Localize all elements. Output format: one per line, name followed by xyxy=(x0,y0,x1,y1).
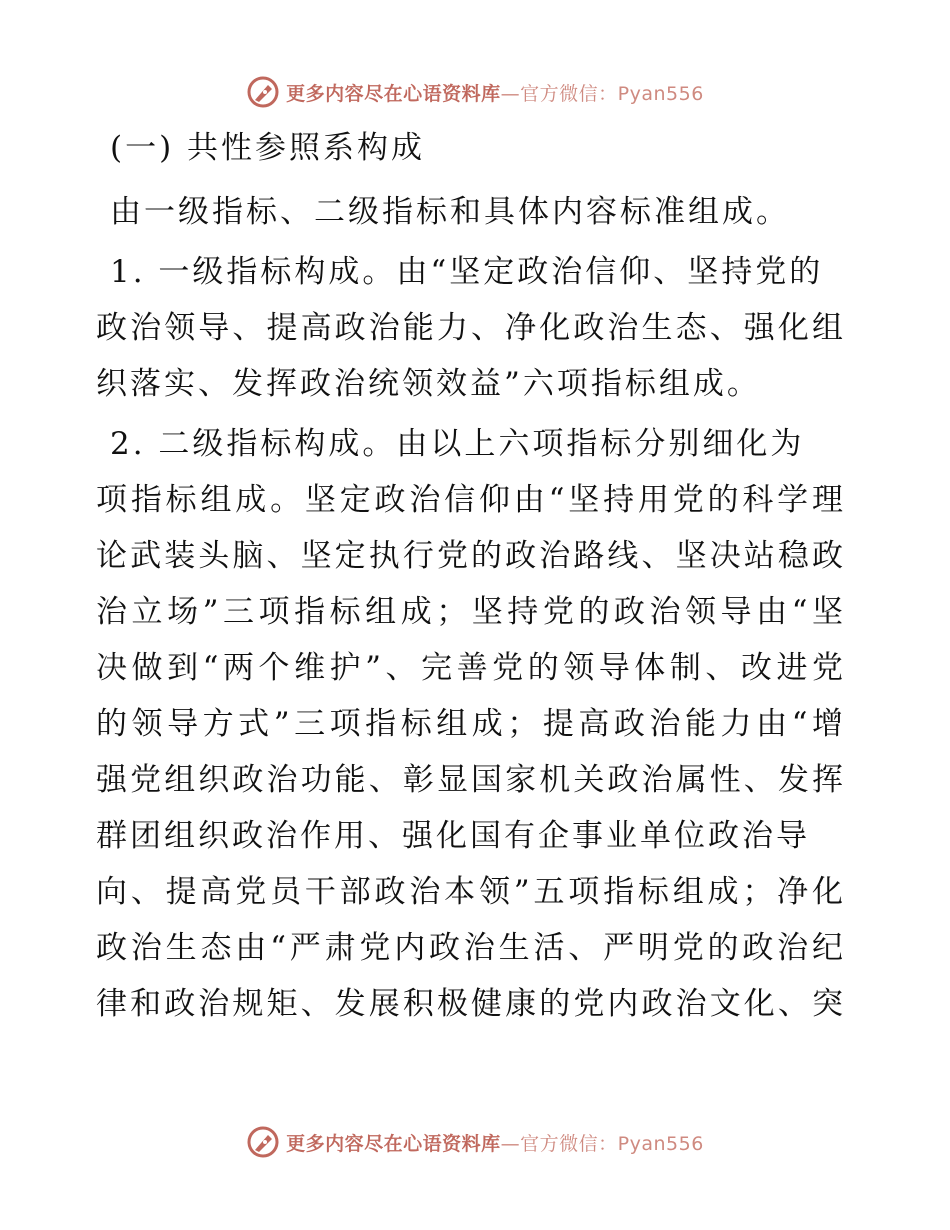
item-2-paragraph xyxy=(96,416,856,1032)
text-line: 律和政治规矩、发展积极健康的党内政治文化、突 xyxy=(96,986,846,1022)
item-1-paragraph xyxy=(96,244,856,412)
text-line: 1. 一级指标构成。由“坚定政治信仰、坚持党的 xyxy=(110,254,824,290)
watermark-text xyxy=(286,79,704,106)
document-body xyxy=(96,122,856,1036)
text-line: 论武装头脑、坚定执行党的政治路线、坚决站稳政 xyxy=(96,538,846,574)
watermark-contact: —官方微信：Pyan556 xyxy=(500,82,704,105)
text-line: 2. 二级指标构成。由以上六项指标分别细化为 xyxy=(110,426,805,462)
text-line: 织落实、发挥政治统领效益”六项指标组成。 xyxy=(96,366,761,402)
text-line: 政治生态由“严肃党内政治生活、严明党的政治纪 xyxy=(96,930,846,966)
text-line: 向、提高党员干部政治本领”五项指标组成；净化 xyxy=(96,874,846,910)
text-line: 项指标组成。坚定政治信仰由“坚持用党的科学理 xyxy=(96,482,846,518)
section-heading: (一) 共性参照系构成 xyxy=(110,130,426,166)
text-line: 由一级指标、二级指标和具体内容标准组成。 xyxy=(110,194,790,230)
watermark-slogan: 更多内容尽在心语资料库 xyxy=(286,1132,501,1155)
text-line: 治立场”三项指标组成；坚持党的政治领导由“坚 xyxy=(96,594,846,630)
pen-nib-circle-icon xyxy=(246,75,280,109)
text-line: 群团组织政治作用、强化国有企事业单位政治导 xyxy=(96,818,810,854)
text-line: 的领导方式”三项指标组成；提高政治能力由“增 xyxy=(96,706,846,742)
pen-nib-circle-icon xyxy=(246,1125,280,1159)
watermark-text xyxy=(286,1129,704,1156)
text-line: 强党组织政治功能、彰显国家机关政治属性、发挥 xyxy=(96,762,846,798)
text-line: 政治领导、提高政治能力、净化政治生态、强化组 xyxy=(96,310,846,346)
intro-paragraph xyxy=(110,184,856,240)
watermark-slogan: 更多内容尽在心语资料库 xyxy=(286,82,501,105)
watermark-contact: —官方微信：Pyan556 xyxy=(500,1132,704,1155)
footer-watermark xyxy=(0,1122,950,1162)
header-watermark xyxy=(0,72,950,112)
text-line: 决做到“两个维护”、完善党的领导体制、改进党 xyxy=(96,650,846,686)
